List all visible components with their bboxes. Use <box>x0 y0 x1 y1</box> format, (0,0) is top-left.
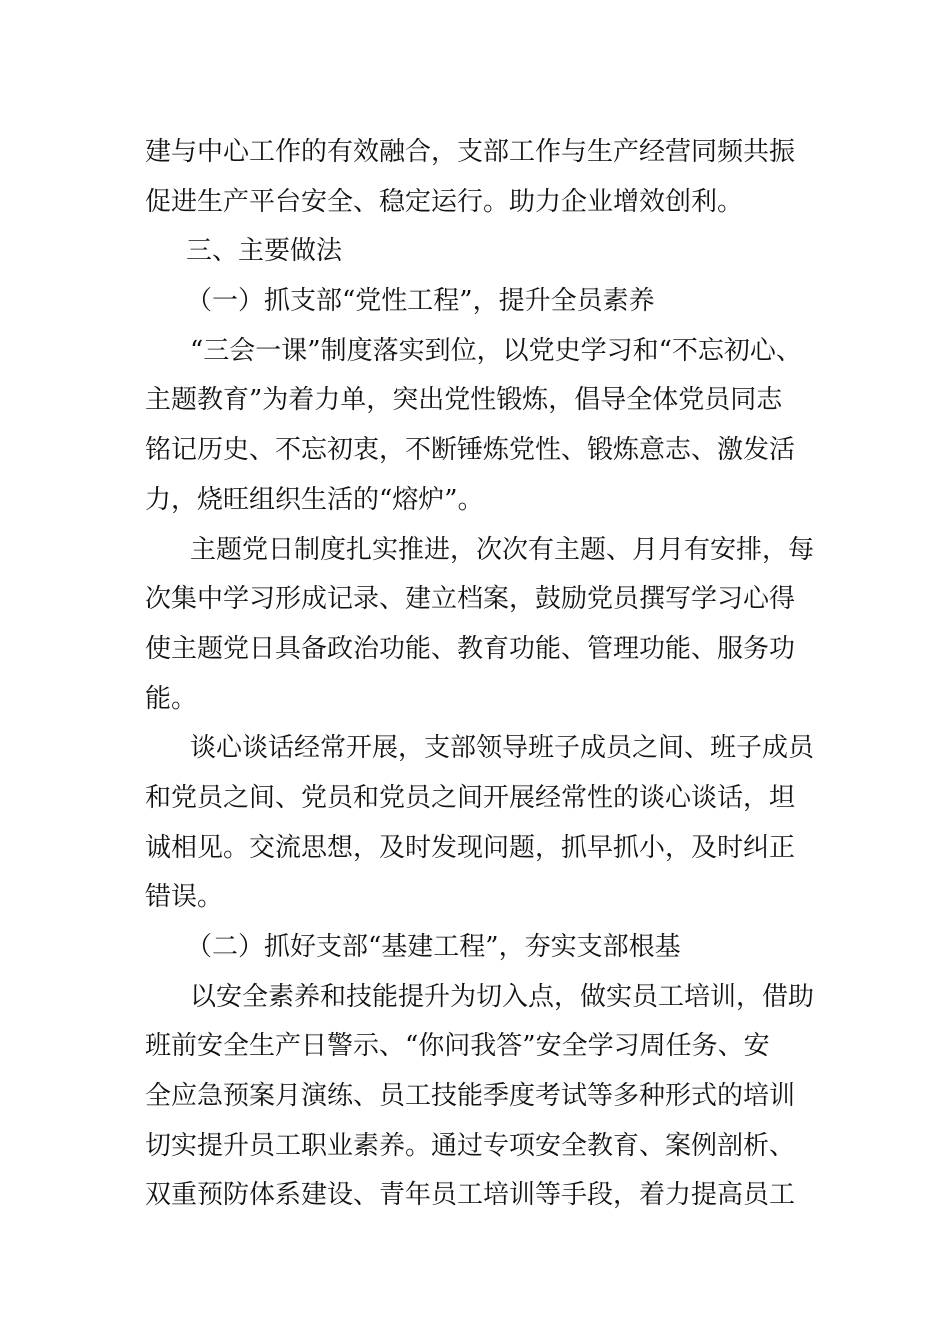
paragraph-line: 和党员之间、党员和党员之间开展经常性的谈心谈话，坦 <box>145 782 796 813</box>
paragraph-line: 谈心谈话经常开展，支部领导班子成员之间、班子成员 <box>190 733 815 764</box>
paragraph-line: 诚相见。交流思想，及时发现问题，抓早抓小，及时纠正 <box>145 832 796 863</box>
paragraph-line: 能。 <box>145 683 198 714</box>
paragraph-line: 全应急预案月演练、员工技能季度考试等多种形式的培训 <box>145 1081 796 1112</box>
paragraph-line: 主题教育”为着力单，突出党性锻炼，倡导全体党员同志 <box>145 385 783 416</box>
subsection-heading: （二）抓好支部“基建工程”，夯实支部根基 <box>186 932 681 962</box>
paragraph-line: 力，烧旺组织生活的“熔炉”。 <box>145 484 484 515</box>
section-heading: 三、主要做法 <box>186 236 343 267</box>
paragraph-line: 铭记历史、不忘初衷，不断锤炼党性、锻炼意志、激发活 <box>145 435 796 466</box>
paragraph-line: 促进生产平台安全、稳定运行。助力企业增效创利。 <box>145 186 744 217</box>
paragraph-line: 班前安全生产日警示、“你问我答”安全学习周任务、安 <box>145 1031 770 1062</box>
paragraph-line: 双重预防体系建设、青年员工培训等手段，着力提高员工 <box>145 1180 796 1211</box>
paragraph-line: 错误。 <box>145 882 224 913</box>
paragraph-line: “三会一课”制度落实到位，以党史学习和“不忘初心、 <box>190 335 802 366</box>
paragraph-line: 使主题党日具备政治功能、教育功能、管理功能、服务功 <box>145 633 796 664</box>
document-body <box>145 128 815 1221</box>
paragraph-line: 切实提升员工职业素养。通过专项安全教育、案例剖析、 <box>145 1130 796 1161</box>
subsection-heading: （一）抓支部“党性工程”，提升全员素养 <box>186 286 655 317</box>
paragraph-line: 主题党日制度扎实推进，次次有主题、月月有安排，每 <box>190 534 815 565</box>
paragraph-line: 次集中学习形成记录、建立档案，鼓励党员撰写学习心得 <box>145 584 796 615</box>
paragraph-line: 以安全素养和技能提升为切入点，做实员工培训，借助 <box>190 981 815 1012</box>
paragraph-line: 建与中心工作的有效融合，支部工作与生产经营同频共振 <box>145 137 796 167</box>
